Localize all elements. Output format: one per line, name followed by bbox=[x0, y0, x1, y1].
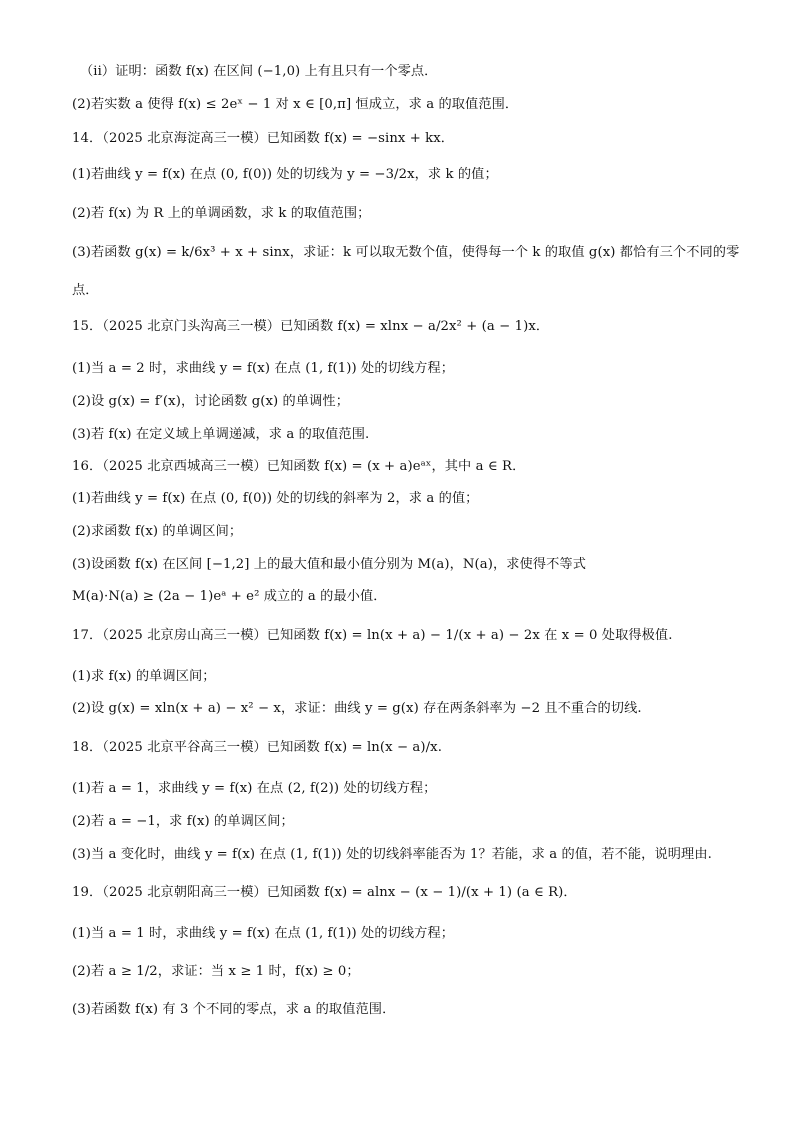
text-line: (2)若 a ≥ 1/2，求证：当 x ≥ 1 时，f(x) ≥ 0； bbox=[72, 964, 360, 979]
question-heading: 18．（2025 北京平谷高三一模）已知函数 f(x) = ln(x − a)/x. bbox=[72, 740, 442, 755]
question-heading: 17．（2025 北京房山高三一模）已知函数 f(x) = ln(x + a) − 1/(x + a) − 2x 在 x = 0 处取得极值. bbox=[72, 628, 673, 643]
text-line: (3)设函数 f(x) 在区间 [−1,2] 上的最大值和最小值分别为 M(a)，N(a)，求使得不等式 bbox=[72, 557, 586, 572]
question-heading: 19．（2025 北京朝阳高三一模）已知函数 f(x) = alnx − (x − 1)/(x + 1) (a ∈ R)． bbox=[72, 885, 577, 900]
text-line: (2)若实数 a 使得 f(x) ≤ 2eˣ − 1 对 x ∈ [0,π] 恒成立，求 a 的取值范围． bbox=[72, 97, 519, 112]
text-line: M(a)·N(a) ≥ (2a − 1)eᵃ + e² 成立的 a 的最小值． bbox=[72, 589, 387, 604]
text-line: 点． bbox=[72, 283, 99, 298]
question-heading: 16．（2025 北京西城高三一模）已知函数 f(x) = (x + a)eᵃˣ，其中 a ∈ R． bbox=[72, 459, 526, 474]
question-heading: 15．（2025 北京门头沟高三一模）已知函数 f(x) = xlnx − a/2x² + (a − 1)x． bbox=[72, 319, 550, 334]
text-line: (1)若 a = 1，求曲线 y = f(x) 在点 (2, f(2)) 处的切线方程； bbox=[72, 781, 437, 796]
text-line: (3)若函数 g(x) = k/6x³ + x + sinx，求证：k 可以取无数个值，使得每一个 k 的取值 g(x) 都恰有三个不同的零 bbox=[72, 245, 740, 260]
text-line: （ii）证明：函数 f(x) 在区间 (−1,0) 上有且只有一个零点． bbox=[80, 64, 438, 79]
text-line: (1)求 f(x) 的单调区间； bbox=[72, 669, 216, 684]
text-line: (3)若 f(x) 在定义域上单调递减，求 a 的取值范围. bbox=[72, 427, 370, 442]
text-line: (2)设 g(x) = xln(x + a) − x² − x，求证：曲线 y = g(x) 存在两条斜率为 −2 且不重合的切线. bbox=[72, 701, 642, 716]
text-line: (2)求函数 f(x) 的单调区间； bbox=[72, 524, 243, 539]
text-line: (1)若曲线 y = f(x) 在点 (0, f(0)) 处的切线为 y = −3/2x，求 k 的值； bbox=[72, 167, 498, 182]
question-heading: 14．（2025 北京海淀高三一模）已知函数 f(x) = −sinx + kx． bbox=[72, 131, 455, 146]
text-line: (3)当 a 变化时，曲线 y = f(x) 在点 (1, f(1)) 处的切线斜率能否为 1？若能，求 a 的值，若不能，说明理由. bbox=[72, 847, 712, 862]
text-line: (1)若曲线 y = f(x) 在点 (0, f(0)) 处的切线的斜率为 2，求 a 的值； bbox=[72, 491, 479, 506]
text-line: (1)当 a = 1 时，求曲线 y = f(x) 在点 (1, f(1)) 处的切线方程； bbox=[72, 926, 455, 941]
text-line: (2)若 f(x) 为 R 上的单调函数，求 k 的取值范围； bbox=[72, 206, 371, 221]
text-line: (1)当 a = 2 时，求曲线 y = f(x) 在点 (1, f(1)) 处的切线方程； bbox=[72, 361, 455, 376]
text-line: (2)设 g(x) = f′(x)，讨论函数 g(x) 的单调性； bbox=[72, 394, 349, 409]
text-line: (3)若函数 f(x) 有 3 个不同的零点，求 a 的取值范围． bbox=[72, 1002, 396, 1017]
text-line: (2)若 a = −1，求 f(x) 的单调区间； bbox=[72, 814, 294, 829]
